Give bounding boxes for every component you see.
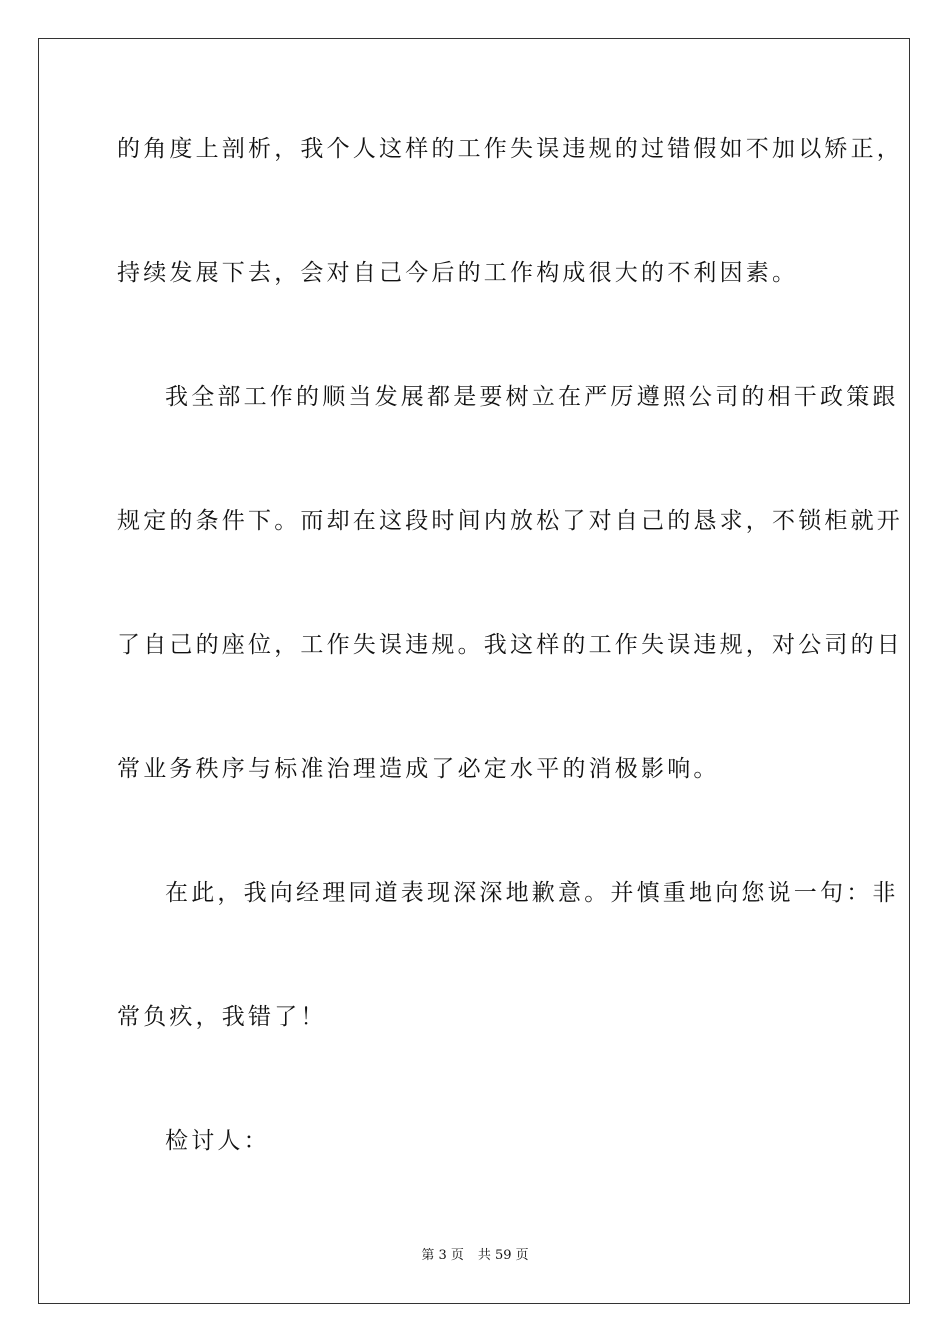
body-line-6: 常业务秩序与标准治理造成了必定水平的消极影响。	[117, 756, 720, 782]
body-line-4: 规定的条件下。而却在这段时间内放松了对自己的恳求，不锁柜就开	[117, 508, 903, 534]
body-line-8: 常负疚，我错了！	[117, 1004, 327, 1030]
total-pages: 共 59 页	[477, 1248, 529, 1263]
signature-label: 检讨人：	[165, 1128, 270, 1154]
body-line-3: 我全部工作的顺当发展都是要树立在严厉遵照公司的相干政策跟	[165, 384, 899, 410]
page-number: 第 3 页	[421, 1248, 464, 1263]
body-line-5: 了自己的座位，工作失误违规。我这样的工作失误违规，对公司的日	[117, 632, 903, 658]
body-line-7: 在此，我向经理同道表现深深地歉意。并慎重地向您说一句：非	[165, 880, 899, 906]
body-line-2: 持续发展下去，会对自己今后的工作构成很大的不利因素。	[117, 260, 799, 286]
page-border	[38, 38, 910, 1304]
body-line-1: 的角度上剖析，我个人这样的工作失误违规的过错假如不加以矫正，	[117, 136, 903, 162]
page-footer	[0, 1247, 950, 1265]
